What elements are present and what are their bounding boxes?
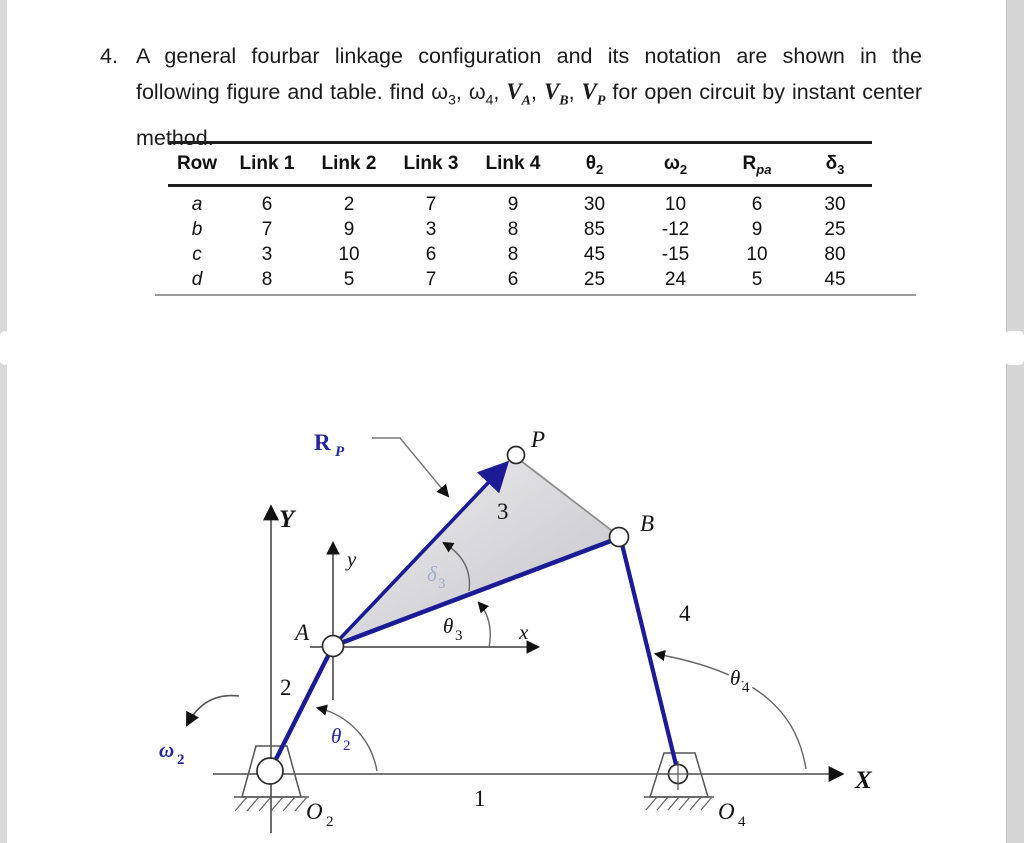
problem-text <box>136 38 922 156</box>
cell: 8 <box>507 244 519 266</box>
rp-vector-label-sub: P <box>335 444 345 460</box>
point-B-label: B <box>640 511 655 536</box>
link-3-number: 3 <box>497 499 509 524</box>
viewer-left-edge <box>0 0 7 843</box>
cell: 6 <box>507 269 519 291</box>
cell: 9 <box>343 219 355 241</box>
cell: 80 <box>824 244 846 266</box>
omega2-label-sub: 2 <box>177 752 185 768</box>
line2-post: for open circuit by instant center <box>605 80 922 104</box>
cell: 6 <box>425 244 437 266</box>
cell: 10 <box>746 244 768 266</box>
cell: 8 <box>507 219 519 241</box>
cell: 24 <box>664 269 687 291</box>
cell: 3 <box>261 244 273 266</box>
row-label: d <box>191 269 203 291</box>
cell: 25 <box>824 219 846 241</box>
cell: 5 <box>343 269 355 291</box>
table-header-row <box>168 144 872 185</box>
O2-label-sub: 2 <box>326 814 334 830</box>
cell: 45 <box>824 269 846 291</box>
table-bottom-rule <box>155 294 916 296</box>
col-header-link3: Link 3 <box>390 144 472 185</box>
viewer-right-edge <box>1006 0 1024 843</box>
theta3-label: θ <box>443 614 454 638</box>
cell: -12 <box>661 219 690 241</box>
problem-line-3: method. <box>136 125 214 150</box>
cell: 9 <box>751 219 763 241</box>
joint-B <box>610 528 629 547</box>
row-label: a <box>191 194 203 216</box>
omega3-term: $\omega_3$ <box>431 80 456 108</box>
theta2-label-sub: 2 <box>343 738 351 754</box>
delta3-label-sub: 3 <box>438 576 446 592</box>
col-header-link1: Link 1 <box>226 144 308 185</box>
cell: 6 <box>751 194 763 216</box>
page-break-notch-right <box>1005 331 1024 365</box>
O4-label: O <box>718 799 735 824</box>
col-header-delta3: $\delta_3$ <box>798 144 872 185</box>
col-header-rpa: $R_{pa}$ <box>716 144 798 185</box>
cell: 10 <box>338 244 360 266</box>
link-4-rocker <box>620 536 678 773</box>
point-A-label: A <box>295 620 310 645</box>
cell: 2 <box>343 194 355 216</box>
comma: , <box>493 80 507 104</box>
cell: 6 <box>261 194 273 216</box>
col-header-omega2: $\omega_2$ <box>635 144 716 185</box>
cell: 25 <box>583 269 606 291</box>
table-row <box>168 243 872 268</box>
cell: -15 <box>661 244 690 266</box>
col-header-link2: Link 2 <box>308 144 390 185</box>
linkage-data-table <box>168 141 872 293</box>
theta4-label-sub: 4 <box>742 680 750 696</box>
cell: 30 <box>824 194 846 216</box>
omega2-label: ω <box>159 738 175 762</box>
joint-O2 <box>257 758 283 784</box>
comma: , <box>455 80 469 104</box>
col-header-theta2: $\theta_2$ <box>554 144 635 185</box>
col-header-row: Row <box>168 144 226 185</box>
joint-P <box>508 447 525 464</box>
theta3-label-sub: 3 <box>455 628 463 644</box>
local-y-label: y <box>347 547 357 571</box>
problem-line-2 <box>136 74 922 120</box>
theta2-label: θ <box>331 724 342 748</box>
theta3-arc <box>479 603 490 648</box>
comma: , <box>568 80 582 104</box>
cell: 9 <box>507 194 519 216</box>
problem-statement <box>100 38 922 156</box>
omega2-arrow-arc <box>187 696 239 725</box>
local-x-label: x <box>519 620 529 644</box>
problem-line-1: A general fourbar linkage configuration and its notation are shown in the <box>136 44 922 68</box>
velocity-P-term: $V_P$ <box>581 79 606 109</box>
link-4-number: 4 <box>679 601 691 626</box>
rp-vector-label: R <box>314 430 331 455</box>
cell: 85 <box>583 219 606 241</box>
joint-A <box>323 636 344 657</box>
Y-axis-label: Y <box>279 506 295 533</box>
velocity-A-term: $V_A$ <box>506 79 532 109</box>
line2-pre: following figure and table. find <box>136 80 432 104</box>
cell: 7 <box>425 269 437 291</box>
O4-label-sub: 4 <box>738 814 746 830</box>
link-2-number: 2 <box>280 675 292 700</box>
cell: 5 <box>751 269 763 291</box>
X-axis-label: X <box>855 767 872 794</box>
ground-hatching-O4 <box>646 797 712 810</box>
delta3-label: δ <box>427 562 437 586</box>
col-header-link4: Link 4 <box>472 144 554 185</box>
cell: 45 <box>583 244 606 266</box>
cell: 30 <box>583 194 606 216</box>
table-row <box>168 218 872 243</box>
link-1-number: 1 <box>474 786 486 811</box>
row-label: c <box>192 244 202 266</box>
coupler-triangle <box>333 455 620 646</box>
cell: 3 <box>425 219 437 241</box>
cell: 7 <box>425 194 437 216</box>
rp-leader-line <box>372 438 448 496</box>
table-row <box>168 185 872 218</box>
table-row <box>168 268 872 293</box>
O2-label: O <box>306 799 323 824</box>
row-label: b <box>191 219 203 241</box>
omega4-term: $\omega_4$ <box>468 80 494 108</box>
point-P-label: P <box>531 427 546 452</box>
problem-number: 4. <box>100 44 118 68</box>
comma: , <box>531 80 544 104</box>
cell: 8 <box>261 269 273 291</box>
link-2-crank <box>270 646 333 771</box>
cell: 10 <box>664 194 687 216</box>
cell: 7 <box>261 219 273 241</box>
page-break-notch-left <box>0 331 9 365</box>
velocity-B-term: $V_B$ <box>543 79 569 109</box>
theta4-label: θ <box>730 666 741 690</box>
